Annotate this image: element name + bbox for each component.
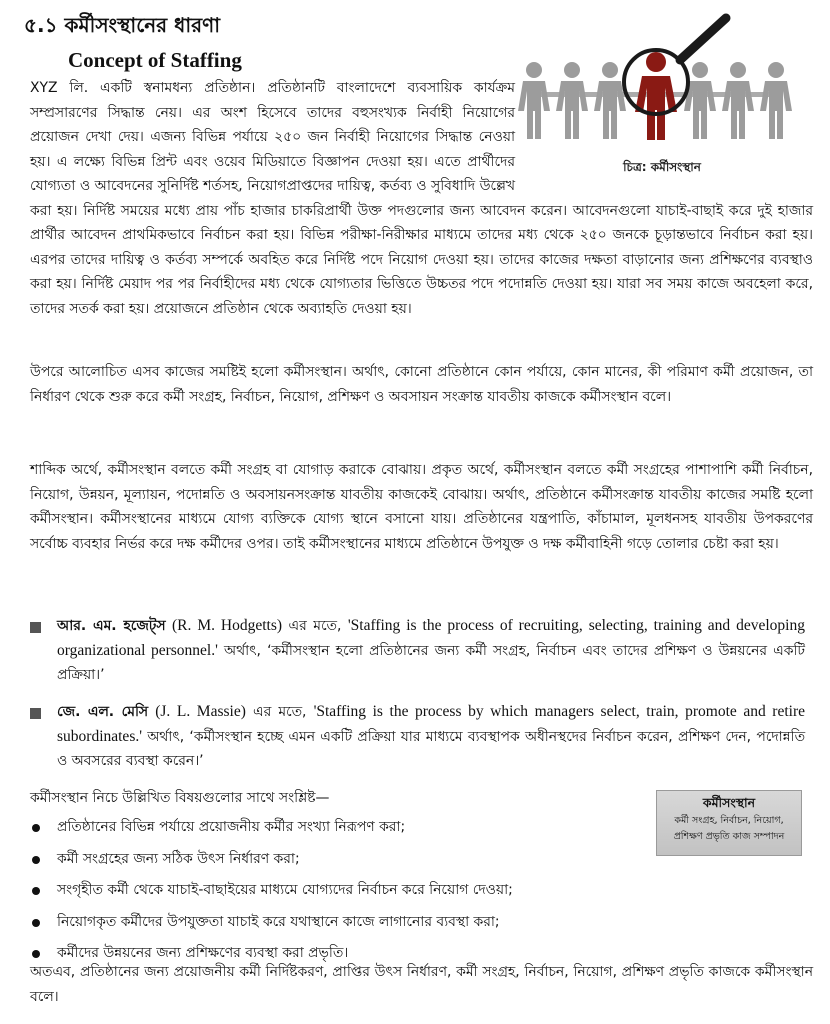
list-item: সংগৃহীত কর্মী থেকে যাচাই-বাছাইয়ের মাধ্যমে যোগ্যদের নির্বাচন করে নিয়োগ দেওয়া; (30, 875, 730, 907)
bullet-dot-icon (32, 919, 40, 927)
quote-bangla: অর্থাৎ, ‘কর্মীসংস্থান হচ্ছে এমন একটি প্রক্রিয়া যার মাধ্যমে ব্যবস্থাপক অধীনস্থদের নির্বাচন করেন, প্রশিক্ষণ দেন, পদোন্নতি ও অবসরের ব্যবস্থা করেন।’ (57, 728, 805, 769)
quote-author-en: (R. M. Hodgetts) (172, 617, 283, 634)
quote-hodgetts (30, 614, 805, 688)
figure-caption: চিত্র: কর্মীসংস্থান (623, 160, 701, 174)
bullet-dot-icon (32, 887, 40, 895)
quote-author: আর. এম. হজেট্স (57, 618, 166, 634)
quote-author: জে. এল. মেসি (57, 704, 149, 720)
definition-paragraph: উপরে আলোচিত এসব কাজের সমষ্টিই হলো কর্মীসংস্থান। অর্থাৎ, কোনো প্রতিষ্ঠানে কোন পর্যায়ে, কোন মানের, কী পরিমাণ কর্মী প্রয়োজন, তা নির্ধারণ থেকে শুরু করে কর্মী সংগ্রহ, নির্বাচন, নিয়োগ, প্রশিক্ষণ ও অবসায়ন সংক্রান্ত যাবতীয় কাজকে কর্মীসংস্থান বলে। (30, 364, 813, 405)
quote-connector: এর মতে, (253, 704, 307, 720)
quote-connector: এর মতে, (288, 618, 342, 634)
bullet-dot-icon (32, 856, 40, 864)
section-subheading: Concept of Staffing (68, 48, 242, 72)
bullet-dot-icon (32, 824, 40, 832)
closing-paragraph: অতএব, প্রতিষ্ঠানের জন্য প্রয়োজনীয় কর্মী নির্দিষ্টকরণ, প্রাপ্তির উৎস নির্ধারণ, কর্মী সংগ্রহ, নির্বাচন, নিয়োগ, প্রশিক্ষণ প্রভৃতি কাজকে কর্মীসংস্থান বলে। (30, 964, 813, 1005)
meaning-paragraph: শাব্দিক অর্থে, কর্মীসংস্থান বলতে কর্মী সংগ্রহ বা যোগাড় করাকে বোঝায়। প্রকৃত অর্থে, কর্মীসংস্থান বলতে কর্মী সংগ্রহের পাশাপাশি কর্মী নির্বাচন, নিয়োগ, উন্নয়ন, মূল্যায়ন, পদোন্নতি ও অবসায়নসংক্রান্ত যাবতীয় কাজকেই বোঝায়। অর্থাৎ, প্রতিষ্ঠানে কর্মীসংক্রান্ত যাবতীয় কাজের সমষ্টি হলো কর্মীসংস্থান। কর্মীসংস্থানের মাধ্যমে যোগ্য ব্যক্তিকে যোগ্য স্থানে বসানো যায়। প্রতিষ্ঠানের যন্ত্রপাতি, কাঁচামাল, মূলধনসহ যাবতীয় উপকরণের সর্বোচ্চ ব্যবহার নির্ভর করে দক্ষ কর্মীদের ওপর। তাই কর্মীসংস্থানের মাধ্যমে প্রতিষ্ঠানে উপযুক্ত ও দক্ষ কর্মীবাহিনী গড়ে তোলার চেষ্টা করা হয়। (30, 462, 813, 552)
intro-paragraph-block (30, 76, 813, 321)
list-item: নিয়োগকৃত কর্মীদের উপযুক্ততা যাচাই করে যথাস্থানে কাজে লাগানোর ব্যবস্থা করা; (30, 907, 730, 939)
bullet-dot-icon (32, 950, 40, 958)
square-bullet-icon (30, 708, 41, 719)
summary-box-title: কর্মীসংস্থান (702, 795, 756, 810)
square-bullet-icon (30, 622, 41, 633)
list-item: কর্মীদের উন্নয়নের জন্য প্রশিক্ষণের ব্যবস্থা করা প্রভৃতি। (30, 938, 730, 970)
quote-bangla: অর্থাৎ, ‘কর্মীসংস্থান হলো প্রতিষ্ঠানের জন্য কর্মী সংগ্রহ, নির্বাচন এবং তাদের প্রশিক্ষণ ও উন্নয়নের একটি প্রক্রিয়া।’ (57, 642, 805, 683)
list-item: প্রতিষ্ঠানের বিভিন্ন পর্যায়ে প্রয়োজনীয় কর্মীর সংখ্যা নিরূপণ করা; (30, 812, 730, 844)
summary-box-body: কর্মী সংগ্রহ, নির্বাচন, নিয়োগ, প্রশিক্ষণ প্রভৃতি কাজ সম্পাদন (673, 815, 785, 842)
section-heading: ৫.১ কর্মীসংস্থানের ধারণা (24, 13, 221, 37)
list-item: কর্মী সংগ্রহের জন্য সঠিক উৎস নির্ধারণ করা; (30, 844, 730, 876)
quote-massie (30, 700, 805, 774)
intro-paragraph: XYZ লি. একটি স্বনামধন্য প্রতিষ্ঠান। প্রতিষ্ঠানটি বাংলাদেশে ব্যবসায়িক কার্যক্রম সম্প্রসারণের সিদ্ধান্ত নেয়। এর অংশ হিসেবে তাদের বহুসংখ্যক নির্বাহী নিয়োগের প্রয়োজন দেখা দেয়। এজন্য বিভিন্ন পর্যায়ে ২৫০ জন নির্বাহী নিয়োগের সিদ্ধান্ত নেওয়া হয়। এ লক্ষ্যে বিভিন্ন প্রিন্ট এবং ওয়েব মিডিয়াতে বিজ্ঞাপন দেওয়া হয়। এতে প্রার্থীদের যোগ্যতা ও আবেদনের সুনির্দিষ্ট শর্তসহ, নিয়োগপ্রাপ্তদের দায়িত্ব, কর্তব্য ও সুবিধাদি উল্লেখ করা হয়। নির্দিষ্ট সময়ের মধ্যে প্রায় পাঁচ হাজার চাকরিপ্রার্থী উক্ত পদগুলোর জন্য আবেদন করেন। আবেদনগুলো যাচাই-বাছাই করে দুই হাজার প্রার্থীর আবেদন প্রাথমিকভাবে নির্বাচন করা হয়। বিভিন্ন পরীক্ষা-নিরীক্ষার মাধ্যমে তাদের মধ্য থেকে ২৫০ জনকে চূড়ান্তভাবে নির্বাচন করা হয়। এরপর তাদের দায়িত্ব ও কর্তব্য সম্পর্কে অবহিত করে নির্দিষ্ট পদে নিয়োগ দেওয়া হয়। তাদের কাজের দক্ষতা বাড়ানোর জন্য প্রশিক্ষণের ব্যবস্থাও করা হয়। নির্দিষ্ট মেয়াদ পর পর নির্বাহীদের মধ্য থেকে যোগ্যতার ভিত্তিতে উচ্চতর পদে পদোন্নতি দেওয়া হয়। যারা সব সময় কাজে অবহেলা করে, তাদের সতর্ক করা হয়। প্রয়োজনে প্রতিষ্ঠান থেকে অব্যাহতি দেওয়া হয়। (30, 80, 813, 317)
quote-english: 'Staffing is the process by which managers select, train, promote and retire subordinates.' (57, 703, 805, 745)
staffing-tasks-list (30, 812, 730, 970)
quote-author-en: (J. L. Massie) (155, 703, 246, 720)
quote-english: 'Staffing is the process of recruiting, selecting, training and developing organizational personnel.' (57, 617, 805, 659)
list-lead: কর্মীসংস্থান নিচে উল্লিখিত বিষয়গুলোর সাথে সংশ্লিষ্ট— (30, 790, 330, 806)
